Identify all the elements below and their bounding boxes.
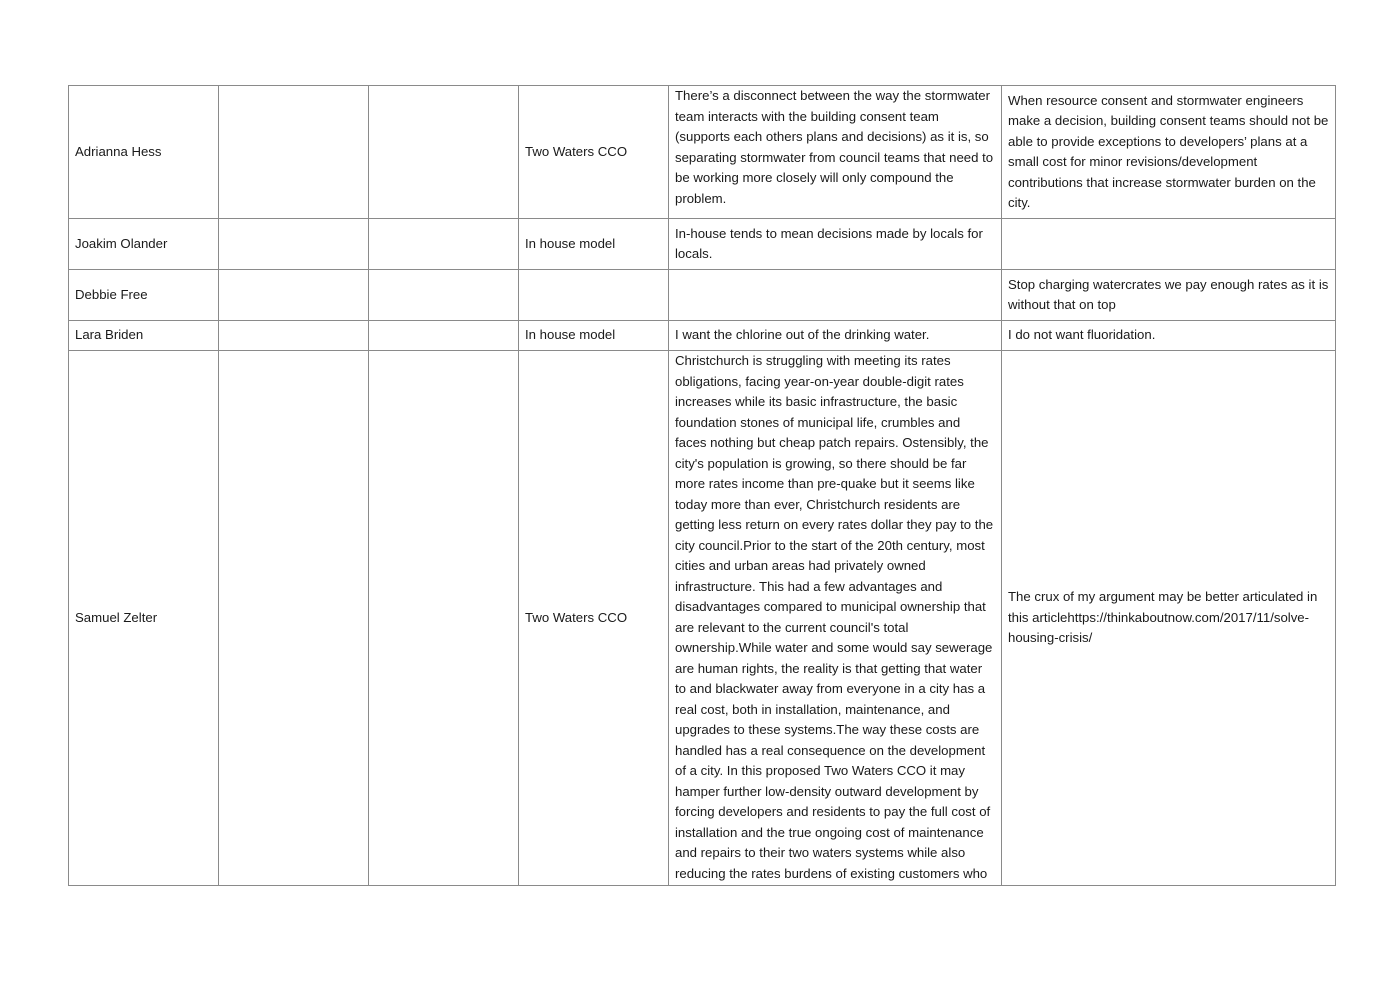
preferred-model-cell: In house model [519, 321, 669, 351]
comment-cell: I want the chlorine out of the drinking water. [669, 321, 1002, 351]
submitter-name-cell: Debbie Free [69, 270, 219, 321]
submitter-name-cell: Adrianna Hess [69, 86, 219, 219]
empty-cell [369, 321, 519, 351]
table-row [69, 321, 1336, 351]
additional-comment-cell: The crux of my argument may be better articulated in this articlehttps://thinkaboutnow.com/2017/11/solve-housing-crisis/ [1002, 351, 1336, 886]
empty-cell [369, 351, 519, 886]
empty-cell [219, 351, 369, 886]
table-row [69, 351, 1336, 886]
empty-cell [369, 270, 519, 321]
submitter-name-cell: Joakim Olander [69, 219, 219, 270]
empty-cell [219, 270, 369, 321]
preferred-model-cell: Two Waters CCO [519, 351, 669, 886]
submissions-table [68, 85, 1336, 886]
additional-comment-cell: I do not want fluoridation. [1002, 321, 1336, 351]
additional-comment-cell: When resource consent and stormwater engineers make a decision, building consent teams should not be able to provide exceptions to developers’ plans at a small cost for minor revisions/development contributions that increase stormwater burden on the city. [1002, 86, 1336, 219]
submitter-name-cell: Lara Briden [69, 321, 219, 351]
table-row [69, 270, 1336, 321]
empty-cell [369, 86, 519, 219]
comment-cell [669, 351, 1002, 886]
empty-cell [219, 86, 369, 219]
empty-cell [219, 321, 369, 351]
comment-text: Christchurch is struggling with meeting its rates obligations, facing year-on-year double-digit rates increases while its basic infrastructure, the basic foundation stones of municipal life, crumbles and faces nothing but cheap patch repairs. Ostensibly, the city's population is growing, so there should be far more rates income than pre-quake but it seems like today more than ever, Christchurch residents are getting less return on every rates dollar they pay to the city council.Prior to the start of the 20th century, most cities and urban areas had privately owned infrastructure. This had a few advantages and disadvantages compared to municipal ownership that are relevant to the current council's total ownership.While water and some would say sewerage are human rights, the reality is that getting that water to and blackwater away from everyone in a city has a real cost, both in installation, maintenance, and upgrades to these systems.The way these costs are handled has a real consequence on the development of a city. In this proposed Two Waters CCO it may hamper further low-density outward development by forcing developers and residents to pay the full cost of installation and the true ongoing cost of maintenance and repairs to their two waters systems while also reducing the rates burdens of existing customers who [675, 353, 994, 881]
submitter-name-cell: Samuel Zelter [69, 351, 219, 886]
comment-cell: In-house tends to mean decisions made by locals for locals. [669, 219, 1002, 270]
preferred-model-cell [519, 270, 669, 321]
comment-cell [669, 270, 1002, 321]
comment-cell [669, 86, 1002, 219]
preferred-model-cell: In house model [519, 219, 669, 270]
additional-comment-cell [1002, 219, 1336, 270]
table-row [69, 219, 1336, 270]
empty-cell [219, 219, 369, 270]
preferred-model-cell: Two Waters CCO [519, 86, 669, 219]
empty-cell [369, 219, 519, 270]
additional-comment-cell: Stop charging watercrates we pay enough rates as it is without that on top [1002, 270, 1336, 321]
table-row [69, 86, 1336, 219]
comment-text: There’s a disconnect between the way the stormwater team interacts with the building consent team (supports each others plans and decisions) as it is, so separating stormwater from council teams that need to be working more closely will only compound the problem. [675, 88, 994, 206]
